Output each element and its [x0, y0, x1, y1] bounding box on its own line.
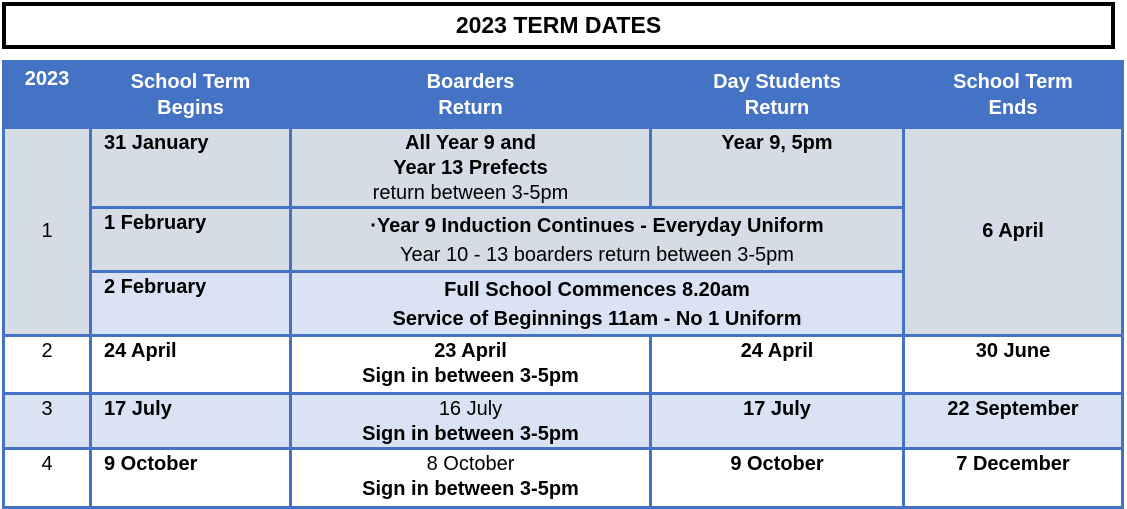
full-school-notice: Full School Commences 8.20am Service of Beginnings 11am - No 1 Uniform [291, 272, 904, 336]
boarders-return: All Year 9 and Year 13 Prefects return between 3-5pm [291, 128, 651, 208]
day-students-return: 9 October [651, 449, 904, 508]
term-end-date: 30 June [904, 336, 1123, 394]
day-students-return: 17 July [651, 394, 904, 449]
table-row [4, 449, 1123, 508]
term-dates-table [2, 60, 1124, 509]
day-students-return: Year 9, 5pm [651, 128, 904, 208]
term-end-date: 6 April [904, 128, 1123, 336]
day-students-return: 24 April [651, 336, 904, 394]
header-boarders: Boarders Return [291, 62, 651, 128]
table-row [4, 336, 1123, 394]
term-number: 3 [4, 394, 91, 449]
term-number: 1 [4, 128, 91, 336]
term-begin-date: 24 April [91, 336, 291, 394]
title-text: 2023 TERM DATES [455, 12, 662, 38]
term-end-date: 7 December [904, 449, 1123, 508]
table-row [4, 128, 1123, 208]
header-day-students: Day Students Return [651, 62, 904, 128]
term-end-date: 22 September [904, 394, 1123, 449]
header-begins: School Term Begins [91, 62, 291, 128]
term-begin-date: 31 January [91, 128, 291, 208]
induction-notice: ·Year 9 Induction Continues - Everyday Uniform Year 10 - 13 boarders return between 3-5pm [291, 208, 904, 272]
term-begin-date: 9 October [91, 449, 291, 508]
term-number: 2 [4, 336, 91, 394]
term-begin-date: 17 July [91, 394, 291, 449]
boarders-return: 16 July Sign in between 3-5pm [291, 394, 651, 449]
term-begin-date: 2 February [91, 272, 291, 336]
boarders-return: 8 October Sign in between 3-5pm [291, 449, 651, 508]
header-ends: School Term Ends [904, 62, 1123, 128]
term-number: 4 [4, 449, 91, 508]
boarders-return: 23 April Sign in between 3-5pm [291, 336, 651, 394]
table-row [4, 394, 1123, 449]
page-title [2, 2, 1115, 49]
term-begin-date: 1 February [91, 208, 291, 272]
header-row [4, 62, 1123, 128]
header-year: 2023 [4, 62, 91, 128]
